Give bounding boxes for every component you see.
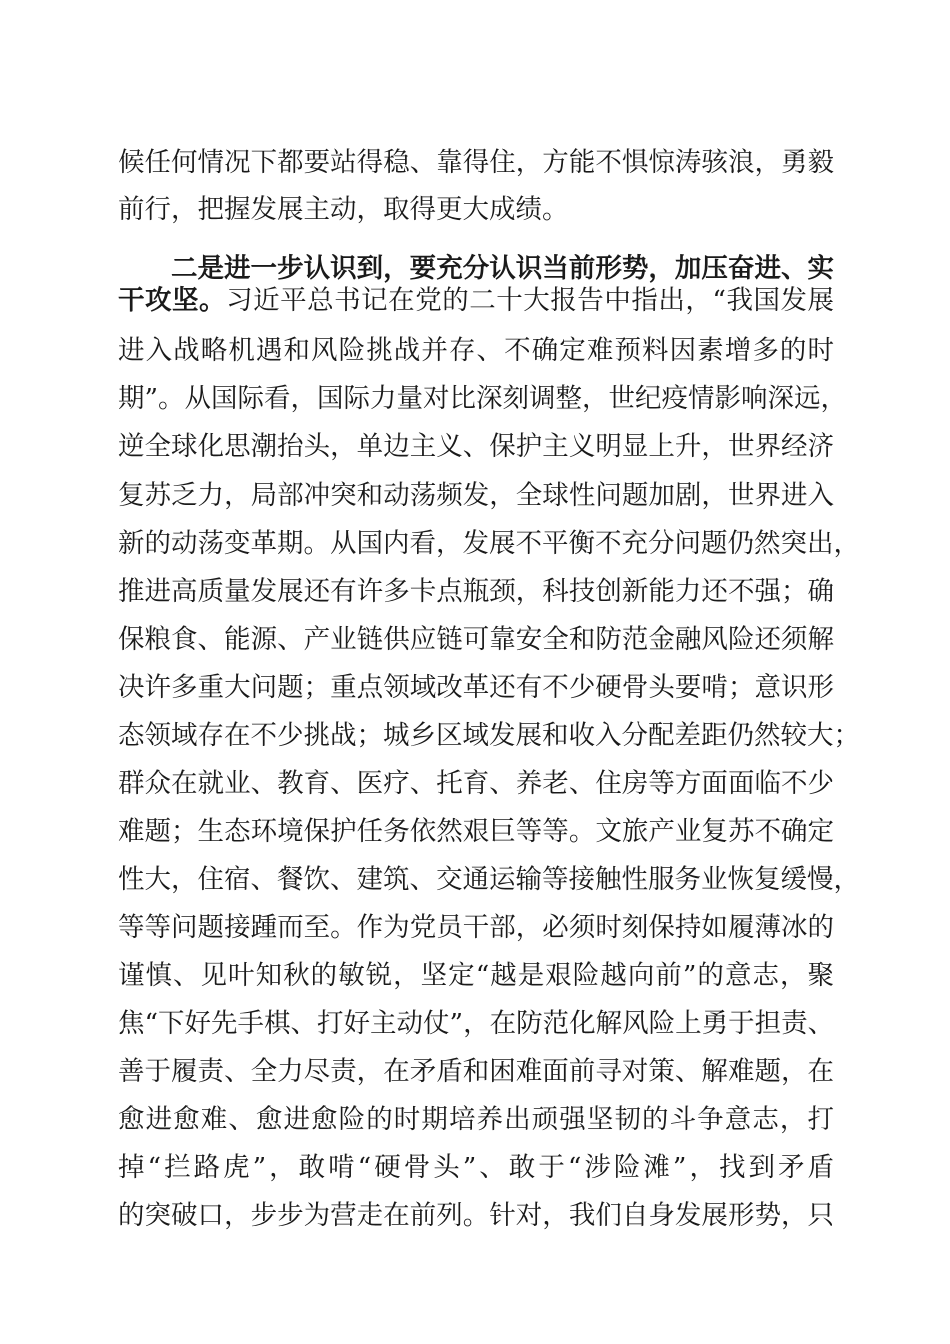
text-line-12: 态领域存在不少挑战；城乡区域发展和收入分配差距仍然较大；: [118, 720, 860, 751]
text-line-17: 谨慎、见叶知秋的敏锐，坚定“越是艰险越向前”的意志，聚: [118, 960, 834, 991]
text-line-1: 候任何情况下都要站得稳、靠得住，方能不惧惊涛骇浪，勇毅: [118, 147, 834, 178]
text-line-2: 前行，把握发展主动，取得更大成绩。: [118, 194, 569, 225]
text-line-4: 进入战略机遇和风险挑战并存、不确定难预料因素增多的时: [118, 335, 834, 366]
section-heading-line-1: 二是进一步认识到，要充分认识当前形势，加压奋进、实: [171, 253, 834, 284]
text-line-20: 愈进愈难、愈进愈险的时期培养出顽强坚韧的斗争意志，打: [118, 1104, 834, 1135]
text-line-18: 焦“下好先手棋、打好主动仗”，在防范化解风险上勇于担责、: [118, 1008, 835, 1039]
text-line-9: 推进高质量发展还有许多卡点瓶颈，科技创新能力还不强；确: [118, 576, 834, 607]
text-line-11: 决许多重大问题；重点领域改革还有不少硬骨头要啃；意识形: [118, 672, 834, 703]
text-line-19: 善于履责、全力尽责，在矛盾和困难面前寻对策、解难题，在: [118, 1056, 834, 1087]
text-line-6: 逆全球化思潮抬头，单边主义、保护主义明显上升，世界经济: [118, 431, 834, 462]
text-line-3-body: 习近平总书记在党的二十大报告中指出，“我国发展: [226, 285, 834, 316]
text-line-21: 掉“拦路虎”，敢啃“硬骨头”、敢于“涉险滩”，找到矛盾: [118, 1152, 834, 1183]
text-line-5: 期”。从国际看，国际力量对比深刻调整，世纪疫情影响深远，: [118, 383, 848, 414]
text-line-7: 复苏乏力，局部冲突和动荡频发，全球性问题加剧，世界进入: [118, 480, 834, 511]
text-line-15: 性大，住宿、餐饮、建筑、交通运输等接触性服务业恢复缓慢，: [118, 864, 860, 895]
text-line-14: 难题；生态环境保护任务依然艰巨等等。文旅产业复苏不确定: [118, 816, 834, 847]
text-line-16: 等等问题接踵而至。作为党员干部，必须时刻保持如履薄冰的: [118, 912, 834, 943]
text-line-3: [118, 281, 834, 321]
text-line-22: 的突破口，步步为营走在前列。针对，我们自身发展形势，只: [118, 1200, 834, 1231]
text-line-10: 保粮食、能源、产业链供应链可靠安全和防范金融风险还须解: [118, 624, 834, 655]
text-line-13: 群众在就业、教育、医疗、托育、养老、住房等方面面临不少: [118, 768, 834, 799]
section-heading-line-2: 干攻坚。: [118, 285, 227, 316]
text-line-8: 新的动荡变革期。从国内看，发展不平衡不充分问题仍然突出，: [118, 528, 860, 559]
